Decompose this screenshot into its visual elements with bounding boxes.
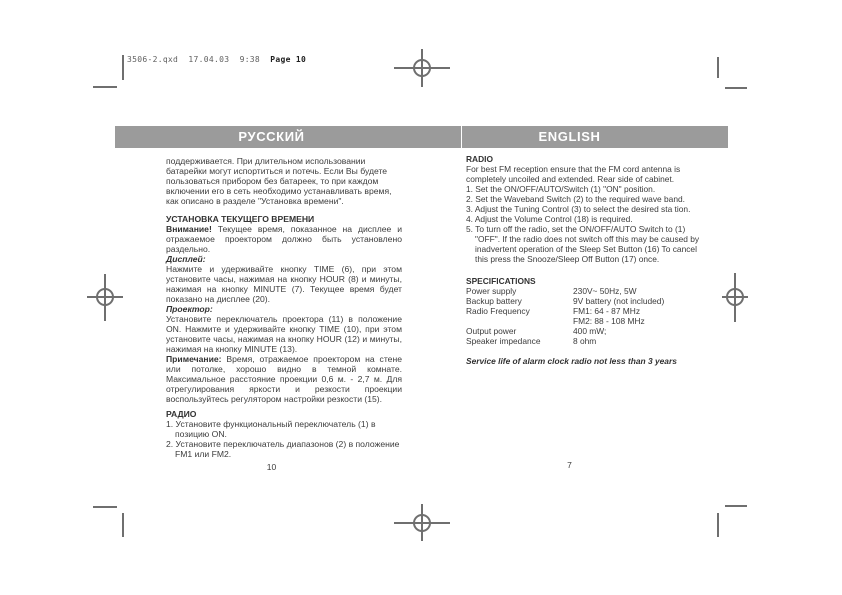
english-text-column xyxy=(466,154,702,366)
russian-note-label: Примечание: xyxy=(166,354,222,364)
english-radio-step-3: 3. Adjust the Tuning Control (3) to select the desired sta tion. xyxy=(466,204,691,214)
crop-mark-top-right-vertical xyxy=(717,57,719,78)
print-job-header xyxy=(127,55,306,64)
crop-mark-top-left-vertical xyxy=(122,55,124,80)
print-job-time: 9:38 xyxy=(239,55,261,64)
spec-label: Output power xyxy=(466,326,517,336)
russian-intro-paragraph: поддерживается. При длительном использовании батарейки могут испортиться и потечь. Если Вы будете пользоваться прибором без батареек, то при каждом включении его в сеть необходимо устанавливать время, как описано в разделе "Установка времени". xyxy=(166,156,392,206)
spec-label: Speaker impedance xyxy=(466,336,541,346)
spec-label: Radio Frequency xyxy=(466,306,530,316)
spec-value: 8 ohm xyxy=(573,336,597,346)
english-specifications-heading: SPECIFICATIONS xyxy=(466,276,536,286)
spec-label: Backup battery xyxy=(466,296,522,306)
spec-value: FM2: 88 - 108 MHz xyxy=(573,316,645,326)
crop-mark-bottom-left-vertical xyxy=(122,513,124,537)
crop-mark-bottom-right-horizontal xyxy=(725,505,747,507)
english-page-number: 7 xyxy=(567,460,572,470)
russian-note-text: Время, отражаемое проектором на стене или потолке, хорошо видно в темной комнате. Максимальное расстояние проекции 0,6 м. - 2,7 м. Для отрегулирования яркости и резкости проекции воспользуйтесь регулятором настройки резкости (15). xyxy=(166,354,402,404)
registration-target-bottom-icon xyxy=(394,504,450,541)
spec-value: 9V battery (not included) xyxy=(573,296,665,306)
spec-row-radio-frequency-fm2 xyxy=(466,316,702,326)
spec-label: Power supply xyxy=(466,286,517,296)
russian-attention-text: Текущее время, показанное на дисплее и отражаемое проектором должно быть установлено раздельно. xyxy=(166,224,402,254)
russian-projector-paragraph: Установите переключатель проектора (11) в положение ON. Нажмите и удерживайте кнопку TIME (10), при этом установите часы, нажимая на кнопку HOUR (12) и минуты, нажимая на кнопку MINUTE (13). xyxy=(166,314,402,354)
spec-value: FM1: 64 - 87 MHz xyxy=(573,306,641,316)
print-job-date: 17.04.03 xyxy=(188,55,230,64)
english-radio-heading: RADIO xyxy=(466,154,493,164)
russian-text-column xyxy=(166,156,402,459)
russian-display-paragraph: Нажмите и удерживайте кнопку TIME (6), при этом установите часы, нажимая на кнопку HOUR (8) и минуты, нажимая на кнопку MINUTE (7). Текущее время будет показано на дисплее (20). xyxy=(166,264,402,304)
registration-target-right-icon xyxy=(722,273,748,322)
english-radio-step-5: 5. To turn off the radio, set the ON/OFF/AUTO Switch to (1) "OFF". If the radio does not switch off this may be caused by inadvertent operation of the Sleep Set Button (16) To cancel this press the Snooze/Sleep Off Button (17) once. xyxy=(466,224,700,264)
english-radio-step-4: 4. Adjust the Volume Control (18) is required. xyxy=(466,214,633,224)
spec-value: 230V~ 50Hz, 5W xyxy=(573,286,637,296)
russian-display-label: Дисплей: xyxy=(166,254,206,264)
russian-radio-step-1: 1. Установите функциональный переключатель (1) в позицию ON. xyxy=(166,419,376,439)
russian-radio-heading: РАДИО xyxy=(166,409,197,419)
print-job-filename: 3506-2.qxd xyxy=(127,55,179,64)
english-title-label: ENGLISH xyxy=(538,129,601,144)
spec-value: 400 mW; xyxy=(573,326,607,336)
english-service-life-note: Service life of alarm clock radio not less than 3 years xyxy=(466,356,677,366)
russian-page-number: 10 xyxy=(266,462,277,472)
english-radio-step-2: 2. Set the Waveband Switch (2) to the required wave band. xyxy=(466,194,685,204)
spec-row-radio-frequency xyxy=(466,306,702,316)
print-job-page-label: Page 10 xyxy=(270,55,307,64)
spec-row-power-supply xyxy=(466,286,702,296)
russian-attention-label: Внимание! xyxy=(166,224,212,234)
russian-attention-paragraph xyxy=(166,224,402,254)
spec-row-output-power xyxy=(466,326,702,336)
spec-label xyxy=(466,316,573,326)
crop-mark-top-right-horizontal xyxy=(725,87,747,89)
registration-target-top-icon xyxy=(394,49,450,87)
russian-projector-label: Проектор: xyxy=(166,304,213,314)
english-radio-intro: For best FM reception ensure that the FM cord antenna is completely uncoiled and extended. Rear side of cabinet. xyxy=(466,164,681,184)
russian-time-setting-heading: УСТАНОВКА ТЕКУЩЕГО ВРЕМЕНИ xyxy=(166,214,315,224)
russian-radio-step-2: 2. Установите переключатель диапазонов (2) в положение FM1 или FM2. xyxy=(166,439,400,459)
russian-title-label: РУССКИЙ xyxy=(238,129,305,144)
russian-note-paragraph xyxy=(166,354,402,404)
english-radio-step-1: 1. Set the ON/OFF/AUTO/Switch (1) "ON" position. xyxy=(466,184,656,194)
crop-mark-bottom-right-vertical xyxy=(717,513,719,537)
registration-target-left-icon xyxy=(87,274,123,321)
crop-mark-top-left-horizontal xyxy=(93,86,117,88)
crop-mark-bottom-left-horizontal xyxy=(93,506,117,508)
spec-row-backup-battery xyxy=(466,296,702,306)
spec-row-speaker-impedance xyxy=(466,336,702,346)
